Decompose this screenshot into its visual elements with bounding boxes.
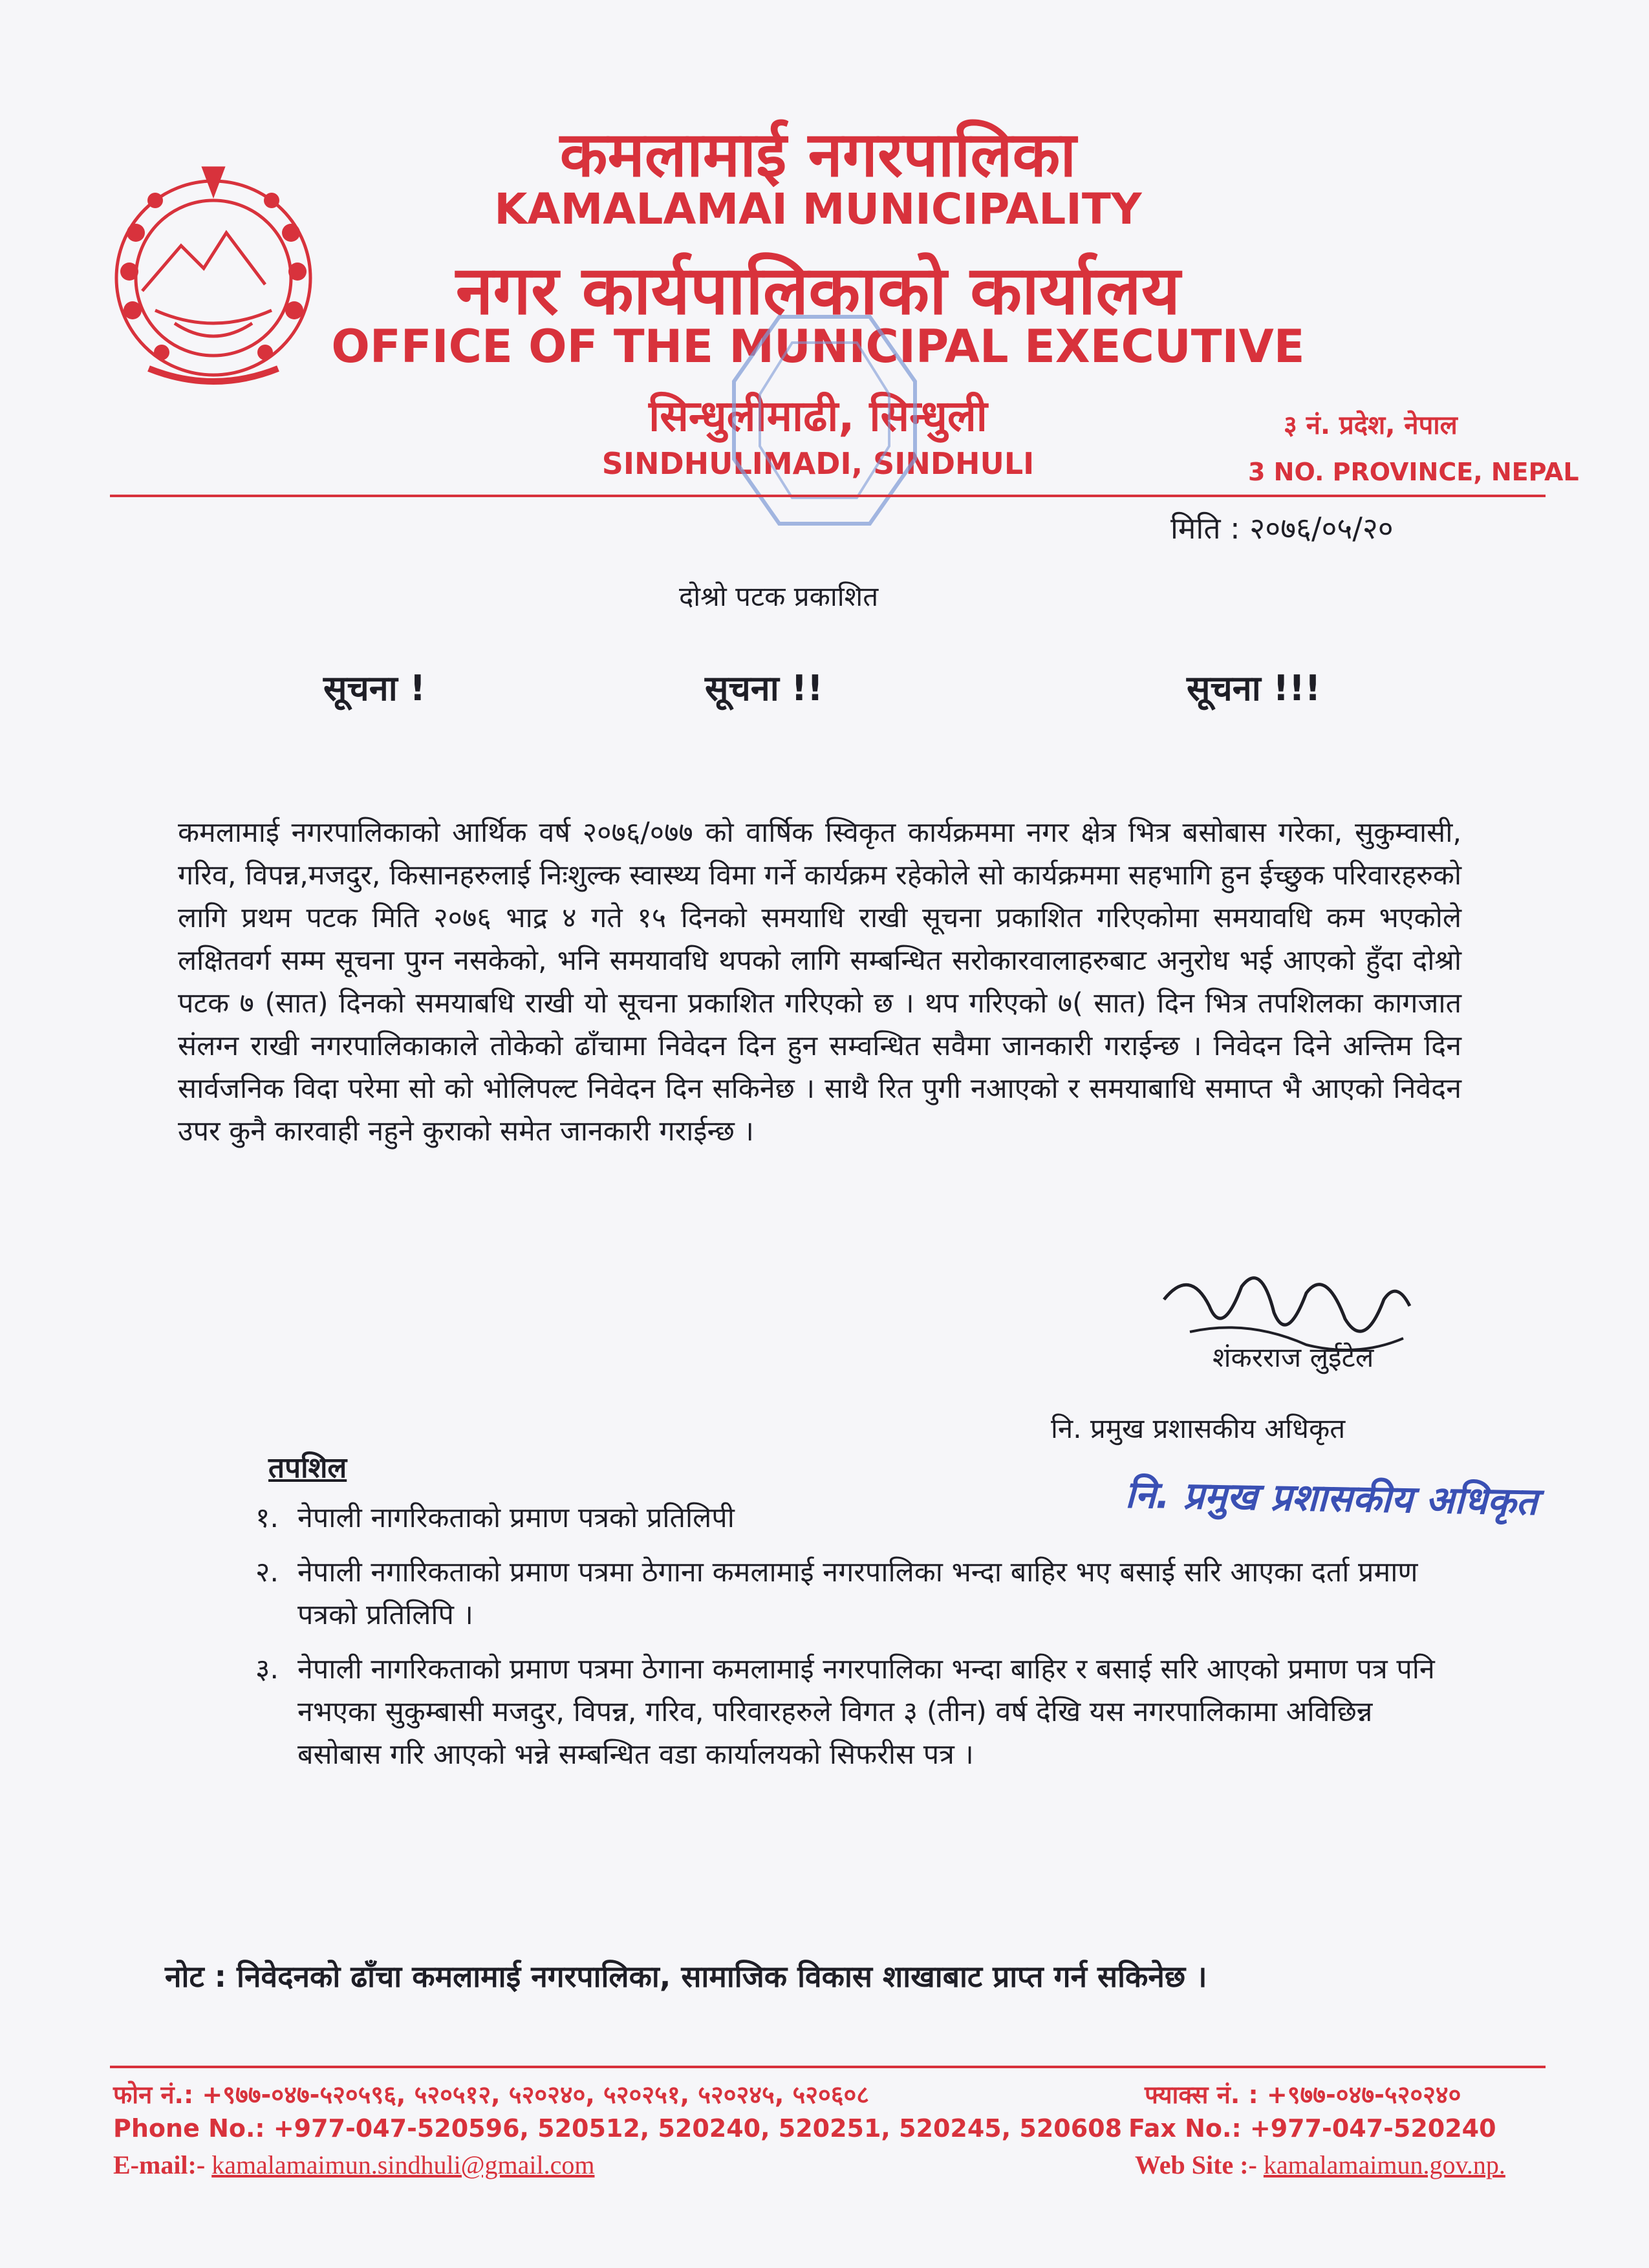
fax-nepali: फ्याक्स नं. : +९७७-०४७-५२०२४० xyxy=(1145,2081,1461,2109)
notice-heading-2: सूचना !! xyxy=(705,668,823,709)
list-item-number: १. xyxy=(255,1502,279,1534)
tapsil-list xyxy=(255,1497,1458,1788)
signer-designation: नि. प्रमुख प्रशासकीय अधिकृत xyxy=(1051,1413,1346,1444)
signer-name: शंकरराज लुईटेल xyxy=(1212,1342,1374,1373)
email-link[interactable]: kamalamaimun.sindhuli@gmail.com xyxy=(211,2150,595,2179)
header-divider xyxy=(110,495,1546,497)
website-line xyxy=(1135,2150,1505,2180)
email-line xyxy=(113,2150,594,2180)
office-name-english: OFFICE OF THE MUNICIPAL EXECUTIVE xyxy=(331,320,1305,373)
province-english: 3 NO. PROVINCE, NEPAL xyxy=(1248,458,1579,486)
list-item-text: नेपाली नागरिकताको प्रमाण पत्रको प्रतिलिपी xyxy=(297,1502,735,1534)
website-link[interactable]: kamalamaimun.gov.np. xyxy=(1263,2150,1505,2179)
tapsil-heading: तपशिल xyxy=(268,1451,347,1484)
list-item-number: ३. xyxy=(255,1653,279,1685)
office-name-nepali: नगर कार्यपालिकाको कार्यालय xyxy=(455,251,1181,330)
note-text: नोट : निवेदनको ढाँचा कमलामाई नगरपालिका, सामाजिक विकास शाखाबाट प्राप्त गर्न सकिनेछ । xyxy=(165,1959,1207,1994)
list-item xyxy=(255,1497,1458,1539)
phone-english: Phone No.: +977-047-520596, 520512, 520240, 520251, 520245, 520608 xyxy=(113,2114,1123,2143)
location-nepali: सिन्धुलीमाढी, सिन्धुली xyxy=(649,391,987,441)
phone-nepali: फोन नं.: +९७७-०४७-५२०५९६, ५२०५१२, ५२०२४०, ५२०२५१, ५२०२४५, ५२०६०८ xyxy=(113,2081,870,2109)
location-english: SINDHULIMADI, SINDHULI xyxy=(601,446,1035,481)
email-label: E-mail:- xyxy=(113,2150,212,2179)
municipality-name-english: KAMALAMAI MUNICIPALITY xyxy=(494,184,1142,234)
list-item xyxy=(255,1551,1458,1636)
website-label: Web Site :- xyxy=(1135,2150,1264,2179)
reissued-label: दोश्रो पटक प्रकाशित xyxy=(679,581,879,612)
list-item-text: नेपाली नागरिकताको प्रमाण पत्रमा ठेगाना कमलामाई नगरपालिका भन्दा बाहिर र बसाई सरि आएको प्रमाण पत्र पनि नभएका सुकुम्बासी मजदुर, विपन्न, गरिव, परिवारहरुले विगत ३ (तीन) वर्ष देखि यस नगरपालिकामा अविछिन्न बसोबास गरि आएको भन्ने सम्बन्धित वडा कार्यालयको सिफरीस पत्र । xyxy=(297,1653,1435,1771)
list-item-text: नेपाली नगारिकताको प्रमाण पत्रमा ठेगाना कमलामाई नगरपालिका भन्दा बाहिर भए बसाई सरि आएका दर्ता प्रमाण पत्रको प्रतिलिपि । xyxy=(297,1556,1418,1631)
municipality-name-nepali: कमलामाई नगरपालिका xyxy=(559,118,1077,191)
list-item-number: २. xyxy=(255,1556,279,1589)
fax-english: Fax No.: +977-047-520240 xyxy=(1128,2114,1496,2143)
notice-body: कमलामाई नगरपालिकाको आर्थिक वर्ष २०७६/०७७ को वार्षिक स्विकृत कार्यक्रममा नगर क्षेत्र भित्र बसोबास गरेका, सुकुम्वासी, गरिव, विपन्न,मजदुर, किसानहरुलाई निःशुल्क स्वास्थ्य विमा गर्ने कार्यक्रम रहेकोले सो कार्यक्रममा सहभागि हुन ईच्छुक परिवारहरुको लागि प्रथम पटक मिति २०७६ भाद्र ४ गते १५ दिनको समयाधि राखी सूचना प्रकाशित गरिएकोमा समयावधि कम भएकोले लक्षितवर्ग सम्म सूचना पुग्न नसकेको, भनि समयावधि थपको लागि सम्बन्धित सरोकारवालाहरुबाट अनुरोध भई आएको हुँदा दोश्रो पटक ७ (सात) दिनको समयाबधि राखी यो सूचना प्रकाशित गरिएको छ । थप गरिएको ७( सात) दिन भित्र तपशिलका कागजात संलग्न राखी नगरपालिकाकाले तोकेको ढाँचामा निवेदन दिन हुन सम्वन्धित सवैमा जानकारी गराईन्छ । निवेदन दिने अन्तिम दिन सार्वजनिक विदा परेमा सो को भोलिपल्ट निवेदन दिन सकिनेछ । साथै रित पुगी नआएको र समयाबाधि समाप्त भै आएको निवेदन उपर कुनै कारवाही नहुने कुराको समेत जानकारी गराईन्छ । xyxy=(178,817,1461,1148)
province-nepali: ३ नं. प्रदेश, नेपाल xyxy=(1284,411,1458,440)
issue-date: मिति : २०७६/०५/२० xyxy=(1170,511,1394,546)
notice-heading-1: सूचना ! xyxy=(323,668,426,709)
footer-divider xyxy=(110,2066,1546,2068)
designation-stamp: नि. प्रमुख प्रशासकीय अधिकृत xyxy=(1125,1472,1538,1524)
list-item xyxy=(255,1648,1458,1776)
office-seal-stamp xyxy=(721,304,928,537)
notice-heading-3: सूचना !!! xyxy=(1187,668,1321,709)
